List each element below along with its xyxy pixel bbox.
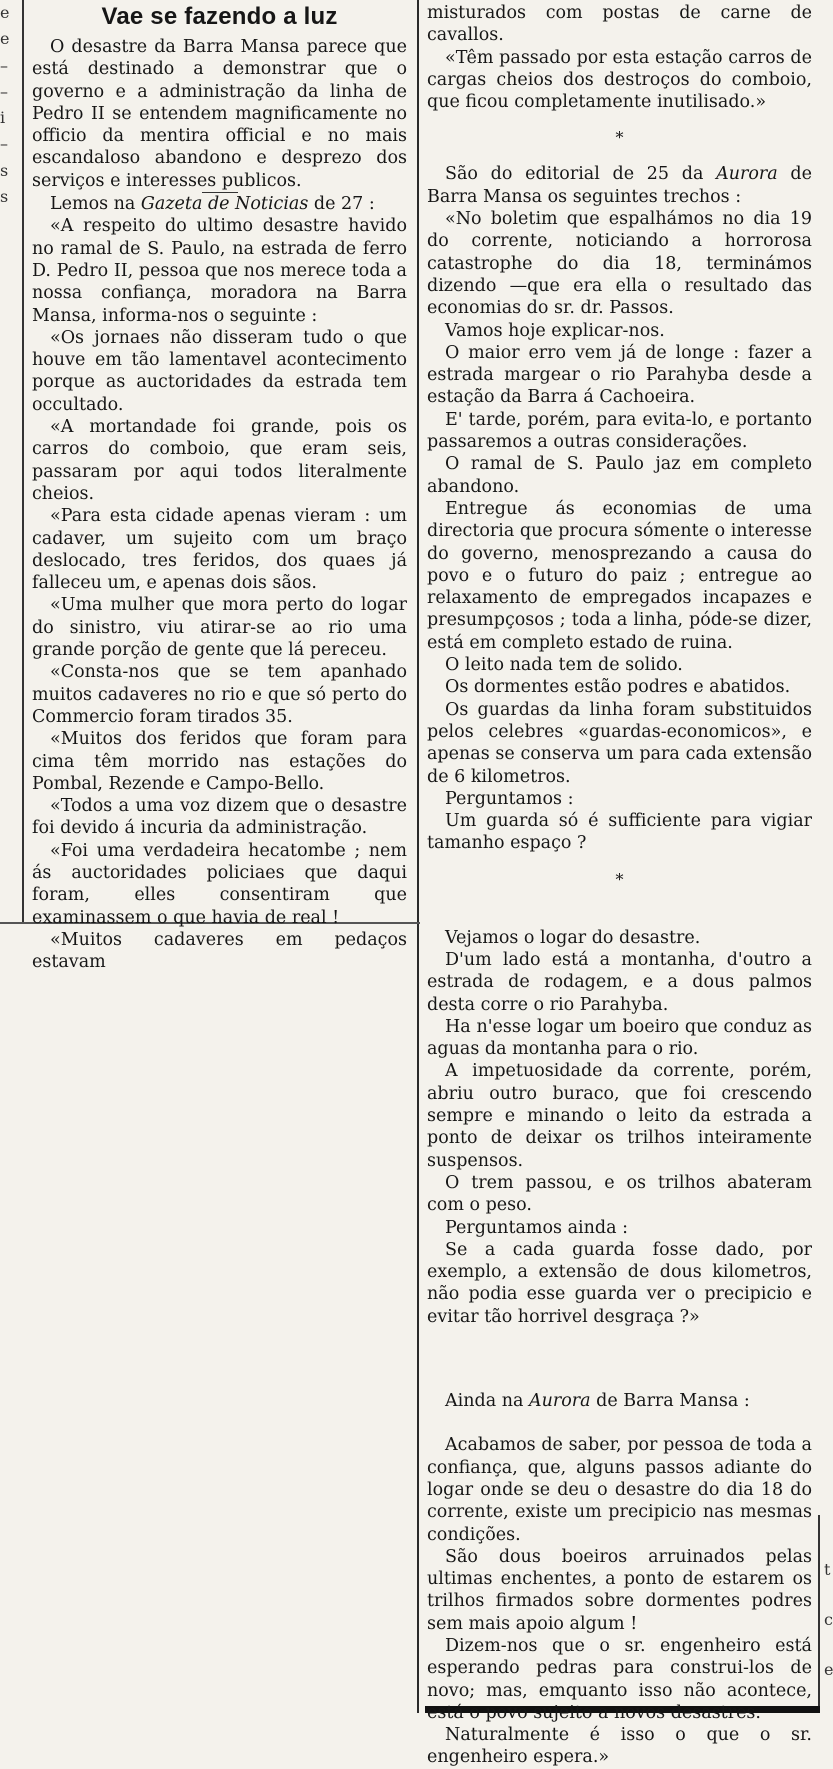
editorial-paragraph: Vejamos o logar do desastre.: [445, 927, 701, 948]
editorial-paragraph: Vamos hoje explicar-nos.: [445, 320, 665, 341]
edge-letter: s: [0, 186, 9, 206]
editorial-paragraph: Os dormentes estão podres e abatidos.: [445, 677, 791, 698]
source-name: Aurora: [528, 1391, 591, 1412]
edge-letter: –: [0, 134, 8, 154]
editorial-paragraph: O maior erro vem já de longe : fazer a estrada margear o rio Parahyba desde a estação da Barra á Cachoeira.: [427, 342, 812, 408]
quote-paragraph: «Muitos dos feridos que foram para cima têm morrido nas estações do Pombal, Rezende e Campo-Bello.: [32, 729, 407, 794]
editorial-paragraph: Um guarda só é sufficiente para vigiar tamanho espaço ?: [427, 811, 812, 854]
right-column: [427, 2, 812, 1769]
final-paragraph: São dous boeiros arruinados pelas ultimas enchentes, a ponto de estarem os trilhos firmados sobre dormentes podres sem mais apoio algum !: [427, 1546, 812, 1634]
column-rule-right: [818, 1515, 820, 1713]
quote-paragraph: «Consta-nos que se tem apanhado muitos cadaveres no rio e que só perto do Commercio foram tirados 35.: [32, 662, 407, 727]
quote-paragraph: «Uma mulher que mora perto do logar do sinistro, viu atirar-se ao rio uma grande porção de gente que lá pereceu.: [32, 595, 407, 661]
editorial-paragraph: Perguntamos ainda :: [445, 1217, 628, 1238]
article-headline: Vae se fazendo a luz: [101, 3, 338, 30]
final-paragraph: Naturalmente é isso o que o sr. engenheiro espera.»: [427, 1725, 812, 1768]
editorial-paragraph: Se a cada guarda fosse dado, por exemplo, a extensão de dous kilometros, não podia esse guarda ver o precipicio e evitar tão horrivel desgraça ?»: [427, 1239, 812, 1327]
ainda-intro: Ainda na Aurora de Barra Mansa :: [445, 1391, 750, 1412]
editorial-paragraph: A impetuosidade da corrente, porém, abriu outro buraco, que foi crescendo sempre e minando o leito da estrada a ponto de deixar os trilhos inteiramente suspensos.: [427, 1061, 812, 1171]
source-intro: Lemos na Gazeta de Noticias de 27 :: [50, 194, 375, 215]
edge-letter: e: [824, 1660, 833, 1679]
right-edge-cropped-letters: [824, 1545, 833, 1695]
quote-paragraph: «Foi uma verdadeira hecatombe ; nem ás auctoridades policiaes que daqui foram, elles consentiram que examinassem o que havia de real !: [32, 840, 407, 928]
column-rule-left: [22, 0, 24, 922]
editorial-paragraph: O trem passou, e os trilhos abateram com o peso.: [427, 1172, 812, 1216]
quote-paragraph: «Têm passado por esta estação carros de cargas cheios dos destroços do comboio, que ficou completamente inutilisado.»: [427, 47, 812, 113]
editorial-paragraph: Perguntamos :: [445, 788, 574, 809]
quote-paragraph: «Muitos cadaveres em pedaços estavam: [32, 929, 407, 973]
edge-letter: –: [0, 81, 8, 101]
quote-paragraph: «Todos a uma voz dizem que o desastre foi devido á incuria da administração.: [32, 796, 407, 839]
editorial-intro: São do editorial de 25 da Aurora de Barra Mansa os seguintes trechos :: [427, 164, 812, 207]
continued-paragraph: misturados com postas de carne de cavallos.: [427, 3, 812, 46]
left-column: [32, 2, 407, 973]
editorial-paragraph: Entregue ás economias de uma directoria que procura sómente o interesse do governo, menosprezando a causa do povo e o futuro do paiz ; entregue ao relaxamento de empregados incapazes e presumpçosos ; toda a linha, póde-se dizer, está em completo estado de ruina.: [427, 498, 812, 653]
quote-paragraph: «A mortandade foi grande, pois os carros do comboio, que eram seis, passaram por aqui todos literalmente cheios.: [32, 417, 407, 504]
editorial-paragraph: O leito nada tem de solido.: [445, 655, 683, 676]
edge-letter: s: [0, 160, 9, 180]
editorial-paragraph: Ha n'esse logar um boeiro que conduz as aguas da montanha para o rio.: [427, 1016, 812, 1060]
quote-paragraph: «A respeito do ultimo desastre havido no ramal de S. Paulo, na estrada de ferro D. Pedro II, pessoa que nos merece toda a nossa confiança, moradora na Barra Mansa, informa-nos o seguinte :: [32, 216, 407, 326]
edge-letter: t: [824, 1560, 831, 1579]
quote-paragraph: «Os jornaes não disseram tudo o que houve em tão lamentavel acontecimento porque as auctoridades da estrada tem occultado.: [32, 327, 407, 415]
editorial-paragraph: Os guardas da linha foram substituidos pelos celebres «guardas-economicos», e apenas se conserva um para cada extensão de 6 kilometros.: [427, 699, 812, 787]
source-name: Aurora: [716, 164, 778, 185]
edge-letter: c: [824, 1610, 833, 1629]
left-edge-cropped-letters: [0, 0, 9, 210]
edge-letter: –: [0, 55, 8, 75]
intro-paragraph: O desastre da Barra Mansa parece que está destinado a demonstrar que o governo e a administração da linha de Pedro II se entendem magnificamente no officio da mentira official e no mais escandaloso abandono e desprezo dos serviços e interesses publicos.: [32, 37, 407, 191]
final-paragraph: Acabamos de saber, por pessoa de toda a confiança, que, alguns passos adiante do logar onde se deu o desastre do dia 18 do corrente, existe um precipicio nas mesmas condições.: [427, 1435, 812, 1545]
editorial-paragraph: O ramal de S. Paulo jaz em completo abandono.: [427, 454, 812, 497]
section-asterisk: *: [615, 869, 624, 889]
quote-paragraph: «Para esta cidade apenas vieram : um cadaver, um sujeito com um braço deslocado, tres feridos, dos quaes já falleceu um, e apenas dois sãos.: [32, 506, 407, 594]
editorial-paragraph: «No boletim que espalhámos no dia 19 do corrente, noticiando a horrorosa catastrophe do dia 18, terminámos dizendo —que era ella o resultado das economias do sr. dr. Passos.: [427, 209, 812, 319]
edge-letter: e: [0, 29, 10, 49]
final-paragraph: Dizem-nos que o sr. engenheiro está esperando pedras para construi-los de novo; mas, emquanto isso não acontece, está o povo sujeito a novos desastres.: [427, 1636, 812, 1723]
edge-letter: e: [0, 3, 10, 23]
edge-letter: i: [0, 108, 6, 128]
editorial-paragraph: D'um lado está a montanha, d'outro a estrada de rodagem, e a dous palmos desta corre o rio Parahyba.: [427, 949, 812, 1015]
source-name: Gazeta de Noticias: [140, 194, 309, 215]
section-asterisk: *: [615, 128, 624, 148]
editorial-paragraph: E' tarde, porém, para evita-lo, e portanto passaremos a outras considerações.: [427, 409, 812, 453]
column-rule-middle: [417, 0, 419, 1713]
